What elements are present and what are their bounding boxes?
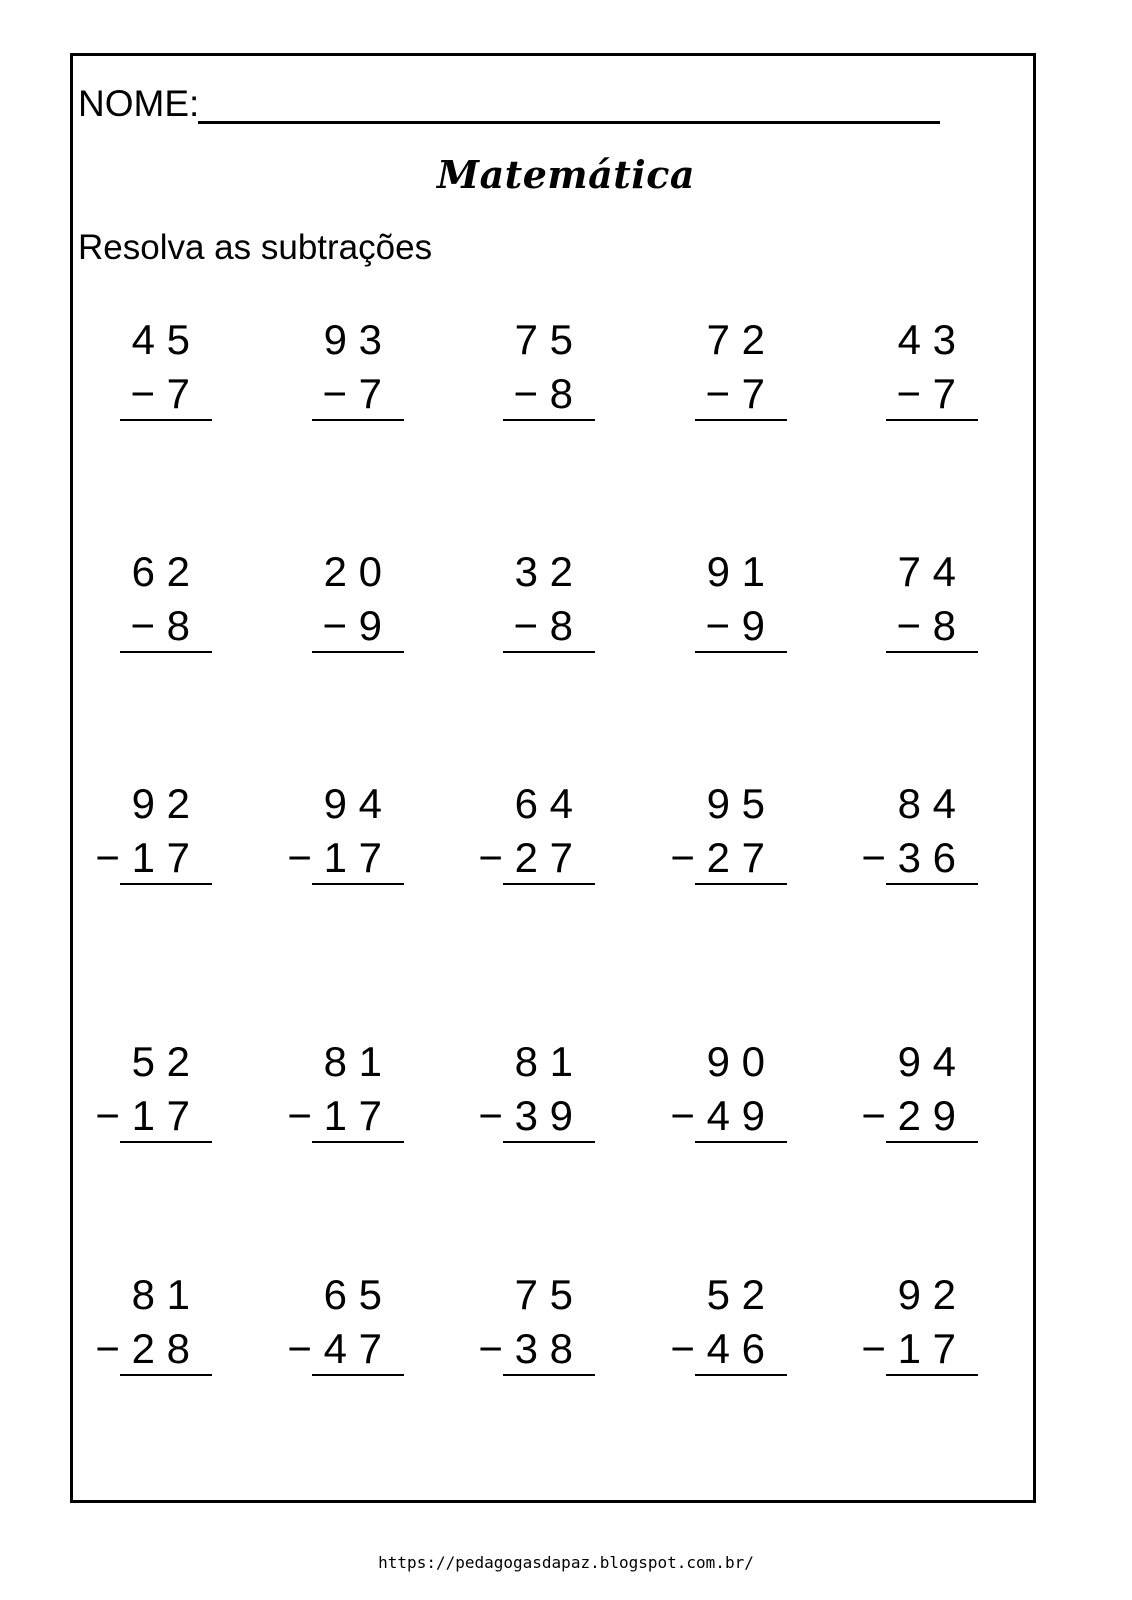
subtrahend: − 1 7 — [287, 834, 382, 881]
subtraction-problem — [655, 1273, 785, 1393]
answer-line[interactable] — [695, 1374, 787, 1376]
subtraction-problem — [463, 1040, 593, 1160]
answer-line[interactable] — [312, 883, 404, 885]
answer-line[interactable] — [312, 1141, 404, 1143]
minuend: 9 5 — [706, 780, 765, 827]
name-label: NOME: — [78, 83, 200, 124]
subtraction-problem — [80, 1273, 210, 1393]
subtrahend: − 3 8 — [478, 1325, 573, 1372]
subtraction-problem — [80, 782, 210, 902]
minuend: 7 4 — [897, 548, 956, 595]
answer-line[interactable] — [886, 883, 978, 885]
subtrahend: − 1 7 — [287, 1092, 382, 1139]
subtraction-problem — [655, 318, 785, 438]
minuend: 8 1 — [131, 1271, 190, 1318]
minuend: 8 1 — [323, 1038, 382, 1085]
subtraction-problem — [272, 550, 402, 670]
subtrahend: − 4 9 — [670, 1092, 765, 1139]
answer-line[interactable] — [312, 419, 404, 421]
minuend: 9 2 — [131, 780, 190, 827]
subtraction-problem — [272, 318, 402, 438]
subtraction-problem — [80, 318, 210, 438]
subtrahend: − 7 — [322, 370, 382, 417]
answer-line[interactable] — [503, 883, 595, 885]
answer-line[interactable] — [503, 651, 595, 653]
subtraction-problem — [846, 1273, 976, 1393]
minuend: 7 5 — [514, 1271, 573, 1318]
minuend: 6 2 — [131, 548, 190, 595]
subtrahend: − 4 7 — [287, 1325, 382, 1372]
subtrahend: − 3 9 — [478, 1092, 573, 1139]
minuend: 4 5 — [131, 316, 190, 363]
subtrahend: − 9 — [705, 602, 765, 649]
answer-line[interactable] — [886, 419, 978, 421]
subtraction-problem — [655, 1040, 785, 1160]
subtrahend: − 1 7 — [95, 834, 190, 881]
subtraction-problem — [463, 1273, 593, 1393]
subtrahend: − 1 7 — [95, 1092, 190, 1139]
minuend: 5 2 — [706, 1271, 765, 1318]
minuend: 9 4 — [897, 1038, 956, 1085]
answer-line[interactable] — [886, 1374, 978, 1376]
subtrahend: − 2 7 — [670, 834, 765, 881]
minuend: 6 4 — [514, 780, 573, 827]
subtrahend: − 2 8 — [95, 1325, 190, 1372]
subtraction-problem — [272, 1040, 402, 1160]
subtraction-problem — [655, 782, 785, 902]
minuend: 9 1 — [706, 548, 765, 595]
subtrahend: − 8 — [513, 602, 573, 649]
subtraction-problem — [80, 550, 210, 670]
subtraction-problem — [463, 782, 593, 902]
minuend: 9 3 — [323, 316, 382, 363]
answer-line[interactable] — [695, 1141, 787, 1143]
subtrahend: − 7 — [705, 370, 765, 417]
answer-line[interactable] — [503, 1141, 595, 1143]
footer-url: https://pedagogasdapaz.blogspot.com.br/ — [378, 1553, 754, 1572]
minuend: 3 2 — [514, 548, 573, 595]
answer-line[interactable] — [312, 1374, 404, 1376]
subtraction-problem — [272, 782, 402, 902]
answer-line[interactable] — [120, 651, 212, 653]
minuend: 9 4 — [323, 780, 382, 827]
minuend: 2 0 — [323, 548, 382, 595]
answer-line[interactable] — [120, 419, 212, 421]
subtrahend: − 4 6 — [670, 1325, 765, 1372]
minuend: 5 2 — [131, 1038, 190, 1085]
subtrahend: − 8 — [513, 370, 573, 417]
minuend: 7 5 — [514, 316, 573, 363]
subtrahend: − 7 — [130, 370, 190, 417]
subtraction-problem — [272, 1273, 402, 1393]
answer-line[interactable] — [312, 651, 404, 653]
minuend: 7 2 — [706, 316, 765, 363]
minuend: 9 0 — [706, 1038, 765, 1085]
answer-line[interactable] — [120, 1141, 212, 1143]
subtraction-problem — [655, 550, 785, 670]
subtraction-problem — [846, 1040, 976, 1160]
subtrahend: − 3 6 — [861, 834, 956, 881]
subtraction-problem — [846, 318, 976, 438]
instruction-text: Resolva as subtrações — [78, 228, 433, 267]
subtrahend: − 8 — [130, 602, 190, 649]
minuend: 8 1 — [514, 1038, 573, 1085]
minuend: 8 4 — [897, 780, 956, 827]
subtrahend: − 8 — [896, 602, 956, 649]
subtraction-problem — [846, 550, 976, 670]
name-field-line[interactable] — [198, 121, 940, 124]
minuend: 4 3 — [897, 316, 956, 363]
subtraction-problem — [846, 782, 976, 902]
answer-line[interactable] — [695, 651, 787, 653]
answer-line[interactable] — [120, 1374, 212, 1376]
answer-line[interactable] — [886, 1141, 978, 1143]
subtraction-problem — [463, 318, 593, 438]
subtrahend: − 1 7 — [861, 1325, 956, 1372]
subtrahend: − 7 — [896, 370, 956, 417]
subtrahend: − 9 — [322, 602, 382, 649]
answer-line[interactable] — [120, 883, 212, 885]
subtrahend: − 2 9 — [861, 1092, 956, 1139]
answer-line[interactable] — [695, 419, 787, 421]
answer-line[interactable] — [695, 883, 787, 885]
minuend: 9 2 — [897, 1271, 956, 1318]
page-title: Matemática — [437, 152, 695, 197]
minuend: 6 5 — [323, 1271, 382, 1318]
answer-line[interactable] — [503, 419, 595, 421]
subtrahend: − 2 7 — [478, 834, 573, 881]
subtraction-problem — [463, 550, 593, 670]
subtraction-problem — [80, 1040, 210, 1160]
answer-line[interactable] — [886, 651, 978, 653]
answer-line[interactable] — [503, 1374, 595, 1376]
